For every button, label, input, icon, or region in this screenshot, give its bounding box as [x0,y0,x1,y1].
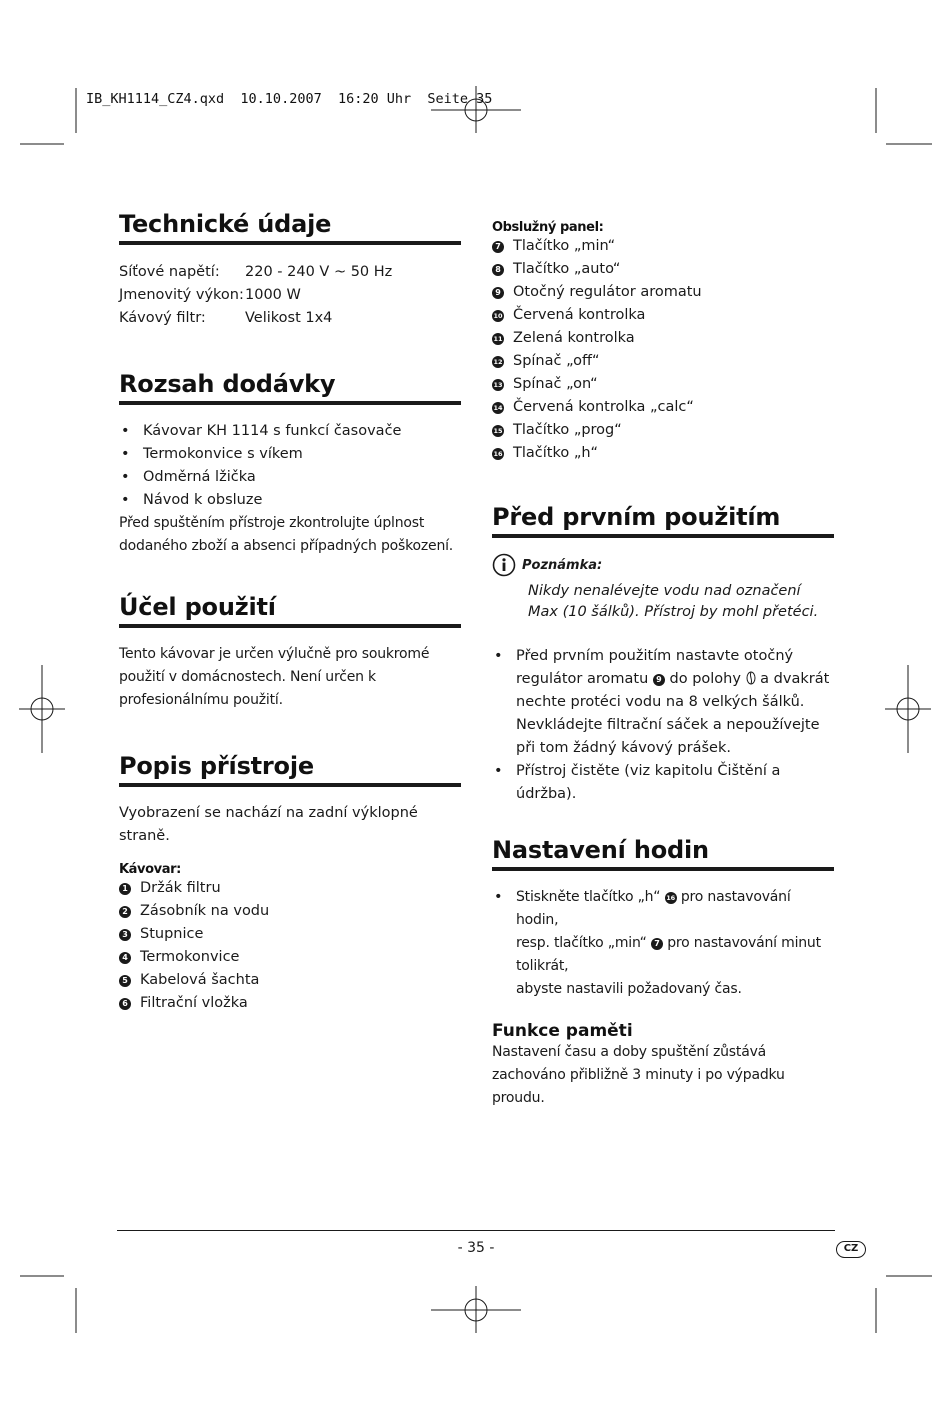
number-badge: 3 [119,923,140,946]
heading-intended-use: Účel použití [119,593,461,628]
list-item [119,946,461,969]
list-item-text: Spínač „on“ [513,376,598,392]
list-item [492,281,834,304]
coffee-bean-icon [746,671,756,685]
number-badge: 6 [119,992,140,1015]
list-item-text: Tlačítko „min“ [513,238,616,254]
bullet-icon: • [121,446,130,462]
bullet-icon: • [121,423,130,439]
list-item-text: Kávovar KH 1114 s funkcí časovače [143,423,402,439]
spec-label: Kávový filtr: [119,310,206,326]
subheading-control-panel: Obslužný panel: [492,220,604,235]
memory-text: Nastavení času a doby spuštění zůstává zachováno přibližně 3 minuty i po výpadku proudu. [492,1044,785,1106]
section-control-panel [492,210,834,465]
spec-label: Jmenovitý výkon: [119,287,244,303]
right-column [492,210,834,1110]
list-item-text: Tlačítko „prog“ [513,422,622,438]
heading-scope-of-delivery: Rozsah dodávky [119,370,461,405]
list-item-text: Zásobník na vodu [140,903,270,919]
scope-list [119,420,461,512]
section-scope-of-delivery [119,370,461,558]
file-slug: IB_KH1114_CZ4.qxd 10.10.2007 16:20 Uhr Seite 35 [86,91,493,107]
number-badge: 16 [666,894,675,902]
number-badge: 7 [651,938,663,950]
list-item-text: Zelená kontrolka [513,330,635,346]
list-item-text: Stupnice [140,926,204,942]
left-column [119,210,461,1015]
number-badge: 13 [493,380,503,389]
list-item-text: Tlačítko „h“ [513,445,599,461]
section-before-first-use [492,503,834,806]
first-use-list [492,645,834,806]
bullet-icon: • [121,469,130,485]
spec-row [119,307,461,330]
number-badge: 16 [493,449,503,458]
spec-value: 220 - 240 V ~ 50 Hz [245,264,393,280]
list-item [119,489,461,512]
page-number: - 35 - [457,1240,495,1256]
list-item-text: Filtrační vložka [140,995,248,1011]
list-item-text: Otočný regulátor aromatu [513,284,702,300]
list-item-text: Termokonvice s víkem [143,446,303,462]
list-item-text: Stiskněte tlačítko „h“ 16 pro nastavování hodin, resp. tlačítko „min“ 7 pro nastavování minut tolikrát, abyste nastavili požadovaný čas. [516,889,821,997]
spec-row [119,261,461,284]
section-intended-use [119,593,461,712]
list-item [492,645,834,760]
scope-text: Před spuštěním přístroje zkontrolujte úplnost dodaného zboží a absenci případných poškození. [119,515,454,554]
note-text: Nikdy nenalévejte vodu nad označení Max (10 šálků). Přístroj by mohl přetéci. [528,583,819,620]
language-badge: CZ [836,1241,866,1258]
spec-value: Velikost 1x4 [245,310,333,326]
spec-row [119,284,461,307]
number-badge: 9 [653,674,665,686]
number-badge: 8 [492,258,513,281]
number-badge: 2 [119,900,140,923]
list-item [119,923,461,946]
info-icon [492,553,516,577]
bullet-icon: • [494,648,503,664]
list-item [492,396,834,419]
list-item [119,443,461,466]
list-item-text: Tlačítko „auto“ [513,261,621,277]
list-item [119,466,461,489]
list-item [492,258,834,281]
number-badge: 11 [493,334,503,343]
list-item [119,969,461,992]
list-item [492,419,834,442]
list-item-text: Držák filtru [140,880,221,896]
clock-list [492,886,834,1001]
list-item [119,992,461,1015]
intended-use-text: Tento kávovar je určen výlučně pro soukromé použití v domácnostech. Není určen k profesionálnímu použití. [119,646,430,708]
list-item [119,420,461,443]
list-item-text: Odměrná lžička [143,469,256,485]
list-item [492,350,834,373]
heading-clock-setting: Nastavení hodin [492,836,834,871]
list-item-text: Spínač „off“ [513,353,600,369]
number-badge: 9 [492,281,513,304]
footer-rule [117,1230,835,1231]
number-badge: 4 [119,946,140,969]
spec-value: 1000 W [245,287,301,303]
section-technical-data [119,210,461,330]
spec-label: Síťové napětí: [119,264,220,280]
list-item [492,235,834,258]
number-badge: 14 [493,403,503,412]
panel-list [492,235,834,465]
subheading-coffee-maker: Kávovar: [119,862,181,877]
bullet-icon: • [121,492,130,508]
bullet-icon: • [494,889,503,905]
description-text: Vyobrazení se nachází na zadní výklopné straně. [119,805,418,844]
number-badge: 7 [492,235,513,258]
list-item-text: Červená kontrolka „calc“ [513,399,694,415]
list-item-text: Červená kontrolka [513,307,646,323]
list-item [492,442,834,465]
section-clock-setting [492,836,834,1110]
list-item-text: Kabelová šachta [140,972,260,988]
bullet-icon: • [494,763,503,779]
list-item-text: Před prvním použitím nastavte otočný regulátor aromatu 9 do polohy a dvakrát nechte protéci vodu na 8 velkých šálků. Nevkládejte filtrační sáček a nepoužívejte při tom žádný kávový prášek. [516,648,830,756]
number-badge: 12 [493,357,503,366]
list-item [119,877,461,900]
heading-technical-data: Technické údaje [119,210,461,245]
note-header [492,553,834,577]
list-item-text: Termokonvice [140,949,240,965]
heading-device-description: Popis přístroje [119,752,461,787]
section-device-description [119,752,461,1015]
number-badge: 10 [493,311,503,320]
list-item [492,373,834,396]
heading-memory-function: Funkce paměti [492,1021,633,1041]
list-item [119,900,461,923]
list-item-text: Přístroj čistěte (viz kapitolu Čištění a údržba). [516,763,781,802]
number-badge: 5 [119,969,140,992]
parts-list [119,877,461,1015]
number-badge: 1 [119,877,140,900]
list-item [492,304,834,327]
list-item [492,327,834,350]
number-badge: 15 [493,426,503,435]
heading-before-first-use: Před prvním použitím [492,503,834,538]
list-item-text: Návod k obsluze [143,492,263,508]
note-title: Poznámka: [522,557,603,573]
list-item [492,760,834,806]
list-item [492,886,834,1001]
